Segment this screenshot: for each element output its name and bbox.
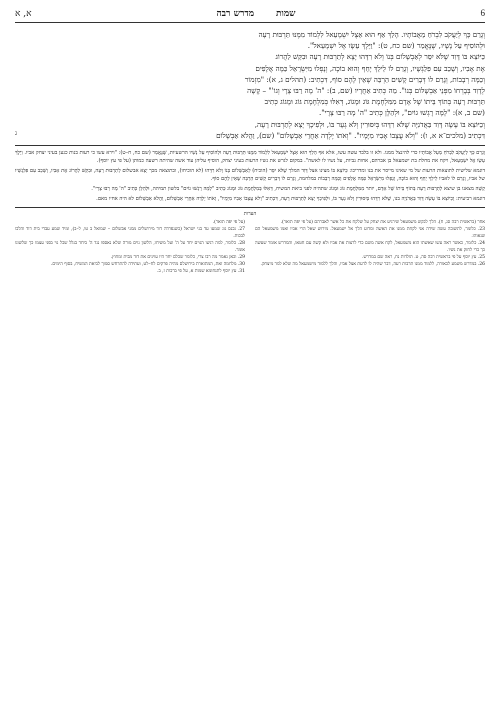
divider: [15, 207, 485, 208]
midrash-line: כַּיּוֹצֵא בּוֹ דָּוִד שֶׁלֹּא יִסֵּר לְאַבְשָׁלוֹם בְּנוֹ וְלֹא רִדָּהוּ יָצָא לְתַרְבּוּת רָעָה וּבִקֵּשׁ לַהֲרוֹג: [275, 52, 485, 62]
note: 26. במדרש משמע לכאורה, ללמוד ממנו תרבות רעה, דבר שהיה לו לדעת אצל אביו, והלך ללמוד מישמעאל מה שלא למד מיצחק.: [260, 262, 485, 268]
commentary-paragraph: וְגָרַם כָּךְ לְיַעֲקֹב לִבְרֹחַ מֵעַל אֲבוֹתָיו כדי להינצל ממנו. ולא זו בלבד עשה עשו, אלא אף הָלַךְ הוּא אֵצֶל יִשְׁמָעֵאל לִלְמוֹד מִמֶּנּוּ תַּרְבּוּת רָעָה וּלְהוֹסִיף עַל נָשָׁיו הרשעיות, שֶׁנֶּאֱמַר (שם כח, ח–ט): "וירא עשו כי רעות בנות כנען בעיני יצחק אביו. וַיֵּלֶךְ עֵשָׂו אֶל יִשְׁמָעֵאל, ויקח את מחלת בת ישמעאל בן אברהם, אחות נביות, על נשיו לו לאשה". במקום לגרש את נשיו הרעות בעיני יצחק, הוסיף עליהן עוד אשה שהיתה רשעה כמותן (על פי עץ יוסף).: [15, 150, 485, 165]
note: 24. כלומר, כאשר ראה עשו שאשתו הוא משמעאל, לקח אשה משם כדי לרצות את אביו ולא קשה עם חטאו, והמדרש אומר שעשה כך כדי לחזק את נשיו.: [255, 241, 485, 254]
notes-column-left: [15, 219, 245, 275]
section-ref: א, א: [15, 8, 32, 19]
midrash-line: וְכַיּוֹצֵא בּוֹ עָשָׂה דָּוִד בַּאֲדֹנִיָּה שֶׁלֹּא רִדָּהוּ בְּיִסּוּרִין וְלֹא גְעָר בּוֹ, וּלְפִיכָךְ יָצָא לְתַרְבּוּת רָעָה,: [254, 119, 485, 129]
midrash-line: לְדָוִד בְּבָרְחוֹ מִפְּנֵי אַבְשָׁלוֹם בְּנוֹ". מַה כְּתִיב אַחֲרָיו (שם, ב): "ה' מָה רַבּוּ צָרָי וְגוֹ'" – קָשָׁה: [247, 86, 485, 96]
midrash-line: (שם ב, א): "לָמָּה רָגְשׁוּ גוֹיִם", וּלְהַלָּן כְּתִיב "ה' מָה רַבּוּ צָרָי".: [318, 108, 485, 118]
note: 31. עץ יוסף לתנחומא שמות א, על פי ברכות ז, ב.: [157, 269, 245, 275]
notes-column-right: [255, 219, 485, 275]
note: 25. עץ יוסף על פי בראשית רבה סה, ט. תולדות נח, ראה שם במדרש.: [362, 255, 485, 261]
note: 23. כלומר, לתשובה עשה שידה אני לקחת ממנו את האשה ומדוע הלך אל ישמעאל. מירוש שאל הרי אביו ואמו משמעאל הם שנאוהו.: [255, 227, 485, 240]
running-title: [217, 8, 296, 19]
notes-section: [15, 219, 485, 275]
commentary: [15, 149, 485, 203]
page-header: [15, 6, 485, 23]
note: (על פי יפה תואר).: [212, 220, 245, 226]
note: 28. כלומר, למה רגשו הגוים יחד על ה' ועל משיחו, הלשון גוים מורה שלא נאספו נגד ה' ביחד בגלל שכל גוי בפני עצמו כך שלשונו אומר.: [15, 241, 245, 254]
midrash-line: תַּרְבּוּת רָעָה בְּתוֹךְ בֵּיתוֹ שֶׁל אָדָם מִמִּלְחֶמֶת גּוֹג וּמָגוֹג, דְּאִלּוּ בְּמִלְחֶמֶת גּוֹג וּמָגוֹג כְּתִיב: [264, 97, 485, 107]
midrash-line: וְכַמָּה רְבָבוֹת, וְגָרַם לוֹ דְּבָרִים קָשִׁים הַרְבֵּה שֶׁאֵין לָהֶם סוֹף, דִּכְתִיב: (תהלים ג, א): "מִזְמוֹר: [244, 74, 485, 84]
commentary-paragraph: דוגמא שלישית לתוצאות הרעות של מי שאינו מייסר את בנו ומדריכו: כַּיּוֹצֵא בּוֹ מצינו אצל דָּוִד המלך שֶׁלֹּא יִסֵּר (הוכיח) לְאַבְשָׁלוֹם בְּנוֹ וְלֹא רִדָּהוּ (לא הוכיחו), ובתוצאה מכך יָצָא אבשלום לְתַרְבּוּת רָעָה, וּבִקֵּשׁ לַהֲרוֹג אֶת אָבִיו, וְשָׁכַב עִם פִּלַגְשָׁיו של אביו, וְגָרַם לוֹ לאביו לֵילֵךְ יָחֵף וְהוּא בוֹכֶה, וְנָפְלוּ מִיִּשְׂרָאֵל כַּמָּה אֲלָפִים וְכַמָּה רְבָבוֹת במלחמה, וְגָרַם לוֹ דְּבָרִים קָשִׁים הַרְבֵּה שֶׁאֵין לָהֶם סוֹף.: [15, 168, 485, 183]
notes-heading: הערות: [243, 211, 257, 218]
page-number: 6: [480, 8, 485, 18]
note: 27. נכנס גוג שמעו עד בני ישראל (כשנפרדה דוד מירושלים ממני אבשלום – שמואל ב טו, ל–ב), ומיד שמע עבדי בית דוד והלכו לבכות.: [15, 227, 245, 240]
work-name: מדרש רבה: [216, 8, 255, 19]
note: 30. מלחמה זאת, המתוארת בירושלם מהיה פרקים לח–לט, ועתידה להתרחש סמוך לביאת המשיח, בסוף הימים.: [50, 262, 245, 268]
midrash-line: וּלְהוֹסִיף עַל נָשָׁיו, שֶׁנֶּאֱמַר (שם כח, ט): "וַיֵּלֶךְ עֵשָׂו אֶל יִשְׁמָעֵאל".: [307, 41, 485, 51]
midrash-line: וְגָרַם כָּךְ לְיַעֲקֹב לִבְרֹחַ מֵאֲבוֹתָיו. הָלַךְ אַף הוּא אֵצֶל יִשְׁמָעֵאל לִלְמוֹד מִמֶּנּוּ תַּרְבּוּת רָעָה: [258, 30, 485, 39]
midrash-text: [15, 29, 485, 141]
book-name: שמות: [276, 8, 296, 19]
note: אחר (בראשית רבה סג, ח). הלך לבקש משמעאל שירגיע את יצחק על שלקח את כל אשר לאברהם (על פי יפה תואר).: [280, 220, 485, 226]
page: [15, 6, 485, 696]
midrash-line: דִּכְתִיב (מלכים־א א, ו): "וְלֹא עֲצָבוֹ אָבִיו מִיָּמָיו". "וְאֹתוֹ יָלְדָה אַחֲרֵי אַבְשָׁלוֹם" (שם), וַהֲלֹא אַבְשָׁלוֹם: [216, 130, 485, 140]
note: 29. וכאן נאמר מה רבו צרי, כלומר שכלם יחד היו עוינים את דוד מבית ומחוץ.: [110, 255, 245, 261]
midrash-line: אֶת אָבִיו, וְשָׁכַב עִם פִּלַגְשָׁיו, וְגָרַם לוֹ לֵילֵךְ יָחֵף וְהוּא בוֹכֶה, וְנָפְלוּ מִיִּשְׂרָאֵל כַּמָּה אֲלָפִים: [255, 63, 485, 73]
commentary-paragraph: דוגמא רביעית: וְכַיּוֹצֵא בּוֹ עָשָׂה דָּוִד בַּאֲדֹנִיָּה בנו, שֶׁלֹּא רִדָּהוּ בְּיִסּוּרִין וְלֹא גְעָר בּוֹ, וּלְפִיכָךְ יָצָא לְתַרְבּוּת רָעָה, דִּכְתִיב "וְלֹא עֲצָבוֹ אָבִיו מִיָּמָיו", וְאֹתוֹ יָלְדָה אַחֲרֵי אַבְשָׁלוֹם, וַהֲלֹא אַבְשָׁלוֹם לא היה אחיו מאם.: [96, 196, 485, 203]
commentary-paragraph: קָשָׁה מצאנו בן שיצא לְתַרְבּוּת רָעָה בְּתוֹךְ בֵּיתוֹ שֶׁל אָדָם, יותר מִמִּלְחֶמֶת גּוֹג וּמָגוֹג שתהיה לפני ביאת המשיח, דְּאִלּוּ בְּמִלְחֶמֶת גּוֹג וּמָגוֹג כְּתִיב "לָמָּה רָגְשׁוּ גוֹיִם" בלשון תמיהה, וּלְהַלָּן כְּתִיב "ה' מָה רַבּוּ צָרָי".: [91, 186, 485, 193]
divider: [15, 145, 485, 146]
paragraph-mark: ג: [15, 129, 17, 137]
